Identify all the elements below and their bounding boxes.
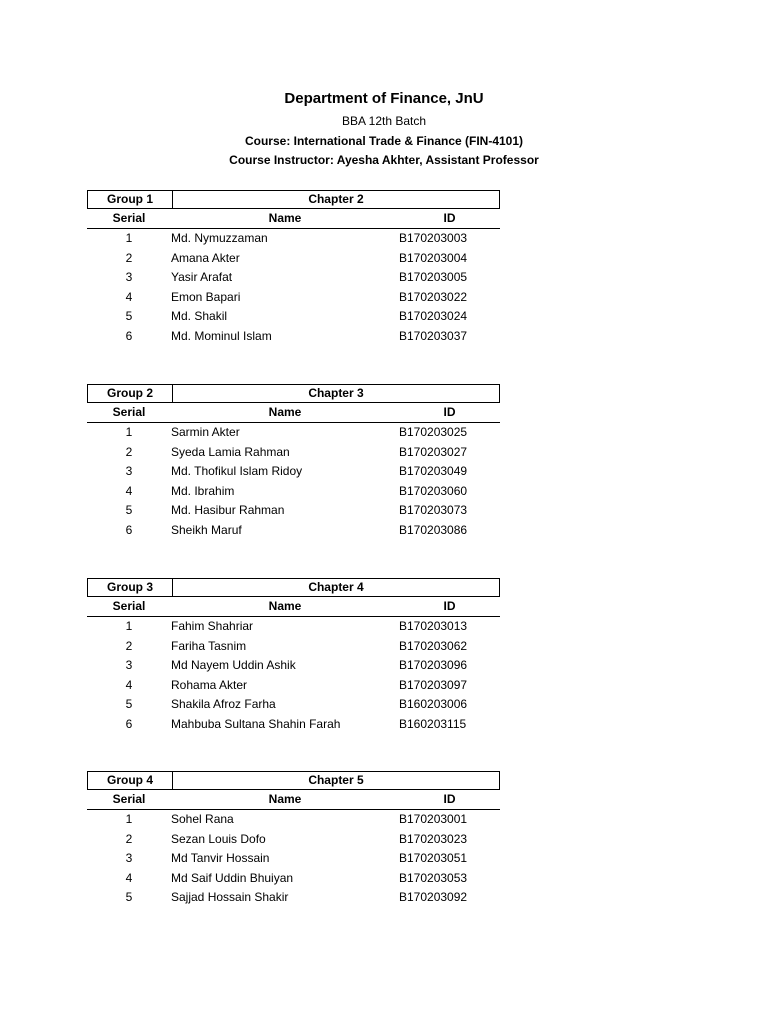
member-serial: 1 bbox=[125, 231, 133, 245]
table-row bbox=[87, 888, 500, 908]
table-row bbox=[87, 501, 500, 521]
member-id: B170203051 bbox=[399, 851, 468, 865]
member-serial: 1 bbox=[125, 425, 133, 439]
member-id: B170203022 bbox=[399, 289, 468, 304]
member-name: Amana Akter bbox=[171, 250, 240, 265]
member-name: Syeda Lamia Rahman bbox=[171, 444, 290, 459]
group-table bbox=[87, 578, 500, 734]
member-id: B170203037 bbox=[399, 328, 468, 343]
member-serial: 5 bbox=[125, 503, 133, 517]
group-chapter: Chapter 4 bbox=[308, 580, 364, 594]
column-header-name: Name bbox=[268, 405, 302, 419]
group-header bbox=[87, 578, 500, 597]
member-name: Sohel Rana bbox=[171, 812, 234, 826]
member-id: B170203049 bbox=[399, 464, 468, 478]
member-id: B170203062 bbox=[399, 638, 468, 653]
member-serial: 1 bbox=[125, 812, 133, 826]
column-header-row bbox=[87, 597, 500, 617]
column-header-id: ID bbox=[443, 405, 456, 419]
table-row bbox=[87, 482, 500, 502]
table-row bbox=[87, 676, 500, 696]
member-name: Sarmin Akter bbox=[171, 425, 240, 439]
table-row bbox=[87, 443, 500, 463]
member-serial: 3 bbox=[125, 658, 133, 672]
column-header-serial: Serial bbox=[112, 792, 146, 806]
member-name: Fariha Tasnim bbox=[171, 638, 247, 653]
group-chapter: Chapter 2 bbox=[308, 192, 364, 206]
member-serial: 6 bbox=[125, 522, 133, 537]
member-name: Md. Shakil bbox=[171, 309, 228, 323]
member-serial: 2 bbox=[125, 638, 133, 653]
member-id: B170203024 bbox=[399, 309, 468, 323]
member-name: Yasir Arafat bbox=[171, 270, 233, 284]
column-header-serial: Serial bbox=[112, 599, 146, 613]
member-serial: 3 bbox=[125, 464, 133, 478]
member-name: Sheikh Maruf bbox=[171, 522, 242, 537]
member-id: B170203023 bbox=[399, 831, 468, 846]
member-serial: 6 bbox=[125, 716, 133, 731]
table-row bbox=[87, 462, 500, 482]
member-name: Mahbuba Sultana Shahin Farah bbox=[171, 716, 341, 731]
table-row bbox=[87, 268, 500, 288]
column-header-id: ID bbox=[443, 792, 456, 806]
member-serial: 4 bbox=[125, 870, 133, 885]
table-row bbox=[87, 617, 500, 637]
member-name: Md Saif Uddin Bhuiyan bbox=[171, 870, 294, 885]
member-serial: 5 bbox=[125, 697, 133, 711]
table-row bbox=[87, 229, 500, 249]
column-header-name: Name bbox=[268, 599, 302, 613]
member-id: B170203004 bbox=[399, 250, 468, 265]
member-id: B170203096 bbox=[399, 658, 468, 672]
table-row bbox=[87, 423, 500, 443]
column-header-serial: Serial bbox=[112, 405, 146, 419]
member-name: Rohama Akter bbox=[171, 677, 248, 692]
column-header-name: Name bbox=[268, 792, 302, 806]
column-header-serial: Serial bbox=[112, 211, 146, 225]
member-name: Fahim Shahriar bbox=[171, 619, 254, 633]
member-id: B170203086 bbox=[399, 522, 468, 537]
group-header bbox=[87, 384, 500, 403]
batch-subtitle: BBA 12th Batch bbox=[341, 114, 427, 128]
member-id: B160203115 bbox=[399, 716, 467, 731]
member-name: Md. Mominul Islam bbox=[171, 328, 272, 343]
group-table bbox=[87, 771, 500, 908]
group-name: Group 4 bbox=[88, 772, 173, 789]
group-header bbox=[87, 190, 500, 209]
table-row bbox=[87, 849, 500, 869]
group-name: Group 3 bbox=[88, 579, 173, 596]
instructor-subtitle: Course Instructor: Ayesha Akhter, Assistant Professor bbox=[229, 153, 539, 167]
member-serial: 4 bbox=[125, 677, 133, 692]
member-id: B170203073 bbox=[399, 503, 468, 517]
member-serial: 2 bbox=[125, 831, 133, 846]
table-row bbox=[87, 810, 500, 830]
group-name: Group 1 bbox=[88, 191, 173, 208]
table-row bbox=[87, 715, 500, 735]
member-serial: 3 bbox=[125, 851, 133, 865]
member-serial: 6 bbox=[125, 328, 133, 343]
group-name: Group 2 bbox=[88, 385, 173, 402]
table-row bbox=[87, 521, 500, 541]
member-serial: 2 bbox=[125, 250, 133, 265]
table-row bbox=[87, 327, 500, 347]
table-row bbox=[87, 830, 500, 850]
member-serial: 2 bbox=[125, 444, 133, 459]
column-header-id: ID bbox=[443, 211, 456, 225]
table-row bbox=[87, 656, 500, 676]
member-id: B170203092 bbox=[399, 890, 468, 904]
member-id: B170203025 bbox=[399, 425, 468, 439]
column-header-row bbox=[87, 209, 500, 229]
member-id: B160203006 bbox=[399, 697, 468, 711]
table-row bbox=[87, 307, 500, 327]
member-name: Md. Ibrahim bbox=[171, 483, 235, 498]
member-serial: 5 bbox=[125, 309, 133, 323]
group-header bbox=[87, 771, 500, 790]
member-name: Md Tanvir Hossain bbox=[171, 851, 270, 865]
member-id: B170203013 bbox=[399, 619, 468, 633]
table-row bbox=[87, 288, 500, 308]
member-name: Md. Nymuzzaman bbox=[171, 231, 268, 245]
member-id: B170203053 bbox=[399, 870, 468, 885]
member-name: Sajjad Hossain Shakir bbox=[171, 890, 289, 904]
member-name: Md Nayem Uddin Ashik bbox=[171, 658, 296, 672]
member-id: B170203005 bbox=[399, 270, 468, 284]
member-serial: 3 bbox=[125, 270, 133, 284]
member-name: Sezan Louis Dofo bbox=[171, 831, 266, 846]
member-id: B170203097 bbox=[399, 677, 468, 692]
group-chapter: Chapter 3 bbox=[308, 386, 364, 400]
member-serial: 4 bbox=[125, 483, 133, 498]
column-header-id: ID bbox=[443, 599, 456, 613]
table-row bbox=[87, 249, 500, 269]
table-row bbox=[87, 869, 500, 889]
group-table bbox=[87, 190, 500, 346]
member-name: Md. Hasibur Rahman bbox=[171, 503, 285, 517]
member-id: B170203003 bbox=[399, 231, 468, 245]
column-header-row bbox=[87, 403, 500, 423]
member-id: B170203001 bbox=[399, 812, 468, 826]
course-subtitle: Course: International Trade & Finance (FIN-4101) bbox=[244, 134, 524, 148]
group-table bbox=[87, 384, 500, 540]
member-name: Emon Bapari bbox=[171, 289, 241, 304]
page-title: Department of Finance, JnU bbox=[284, 90, 484, 107]
table-row bbox=[87, 637, 500, 657]
member-name: Md. Thofikul Islam Ridoy bbox=[171, 464, 303, 478]
member-serial: 1 bbox=[125, 619, 133, 633]
column-header-row bbox=[87, 790, 500, 810]
member-id: B170203060 bbox=[399, 483, 468, 498]
member-serial: 4 bbox=[125, 289, 133, 304]
group-chapter: Chapter 5 bbox=[308, 773, 364, 787]
member-id: B170203027 bbox=[399, 444, 468, 459]
column-header-name: Name bbox=[268, 211, 302, 225]
table-row bbox=[87, 695, 500, 715]
member-serial: 5 bbox=[125, 890, 133, 904]
member-name: Shakila Afroz Farha bbox=[171, 697, 276, 711]
